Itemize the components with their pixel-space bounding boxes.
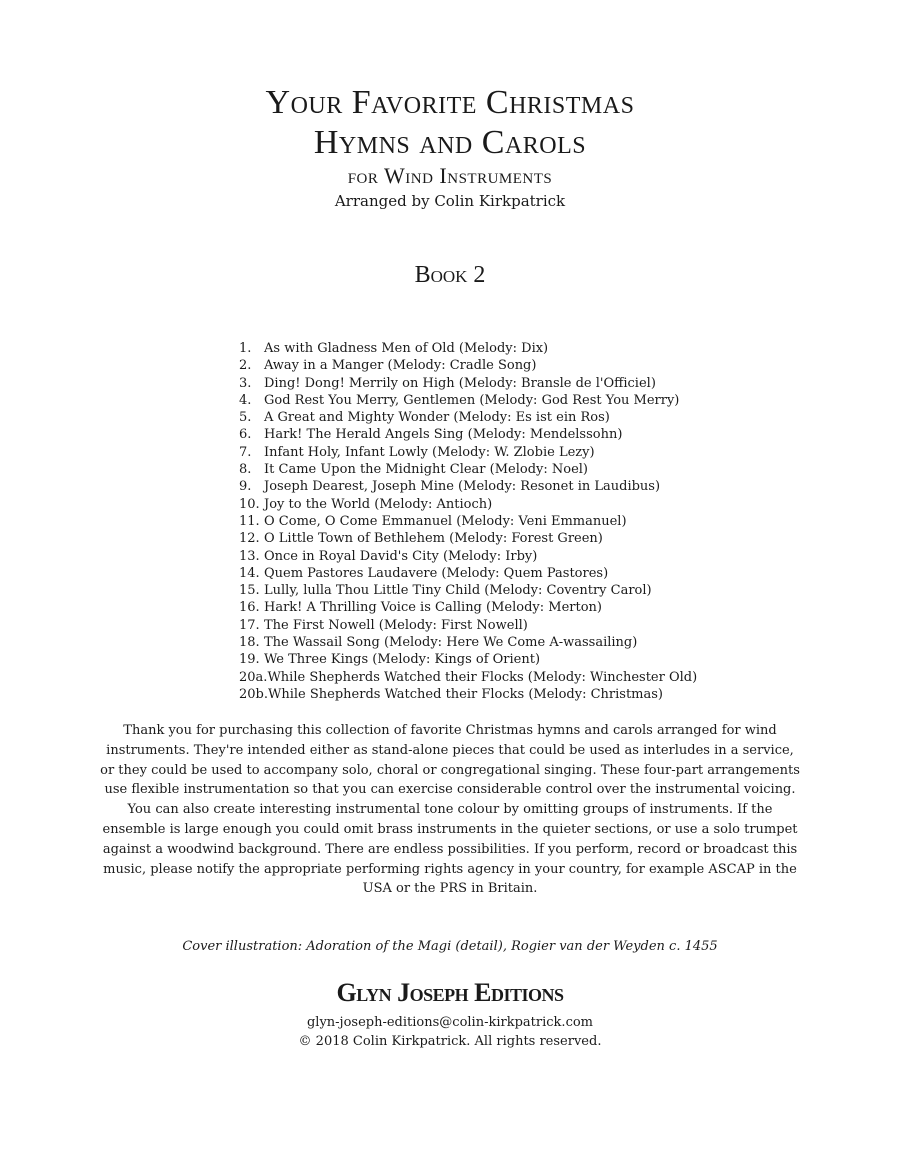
- contents-item-number: 10.: [239, 496, 260, 512]
- contents-item-title: The First Nowell (Melody: First Nowell): [264, 617, 528, 633]
- contents-item: [239, 478, 697, 495]
- contents-item-title: Quem Pastores Laudavere (Melody: Quem Pastores): [264, 565, 609, 581]
- contents-item-number: 19.: [239, 652, 260, 668]
- contents-item: [239, 426, 697, 443]
- contents-item-title: O Little Town of Bethlehem (Melody: Forest Green): [264, 531, 603, 547]
- contents-item-title: O Come, O Come Emmanuel (Melody: Veni Emmanuel): [264, 513, 627, 529]
- contents-item-title: Ding! Dong! Merrily on High (Melody: Bransle de l'Officiel): [264, 375, 656, 391]
- contents-item-title: Joy to the World (Melody: Antioch): [264, 496, 493, 512]
- intro-paragraph: Thank you for purchasing this collection of favorite Christmas hymns and carols arranged for wind instruments. They're intended either as stand-alone pieces that could be used as interludes in a service, or they could be used to accompany solo, choral or congregational singing. These four-part arrangements use flexible instrumentation so that you can exercise considerable control over the instrumental voicing. You can also create interesting instrumental tone colour by omitting groups of instruments. If the ensemble is large enough you could omit brass instruments in the quieter sections, or use a solo trumpet against a woodwind background. There are endless possibilities. If you perform, record or broadcast this music, please notify the appropriate performing rights agency in your country, for example ASCAP in the USA or the PRS in Britain.: [100, 723, 800, 897]
- contents-item: [239, 409, 697, 426]
- contents-item: [239, 617, 697, 634]
- title-line-2: Hymns and Carols: [313, 124, 587, 161]
- contents-item-number: 9.: [239, 479, 252, 495]
- contents-item-number: 4.: [239, 392, 252, 408]
- contents-list: [239, 340, 697, 703]
- contents-item: [239, 565, 697, 582]
- contents-item-number: 17.: [239, 617, 260, 633]
- contents-item: [239, 634, 697, 651]
- contents-item-title: A Great and Mighty Wonder (Melody: Es ist ein Ros): [264, 410, 610, 426]
- contents-item: [239, 651, 697, 668]
- contents-item-number: 12.: [239, 531, 260, 547]
- contents-item-title: We Three Kings (Melody: Kings of Orient): [264, 652, 541, 668]
- contents-item-number: 5.: [239, 410, 252, 426]
- title-line-1: Your Favorite Christmas: [265, 84, 635, 121]
- contents-item-title: It Came Upon the Midnight Clear (Melody: Noel): [264, 462, 589, 478]
- arranger-credit: Arranged by Colin Kirkpatrick: [334, 192, 566, 210]
- contents-item: [239, 375, 697, 392]
- contents-item-title: Joseph Dearest, Joseph Mine (Melody: Resonet in Laudibus): [264, 479, 661, 495]
- contents-item-title: Infant Holy, Infant Lowly (Melody: W. Zlobie Lezy): [264, 444, 595, 460]
- contents-item-number: 11.: [239, 513, 260, 529]
- contents-item-number: 3.: [239, 375, 252, 391]
- contents-item: [239, 340, 697, 357]
- contents-item: [239, 444, 697, 461]
- contents-item-title: While Shepherds Watched their Flocks (Melody: Christmas): [268, 686, 663, 702]
- contents-item-number: 7.: [239, 444, 252, 460]
- contents-item-title: As with Gladness Men of Old (Melody: Dix): [264, 341, 549, 356]
- contents-item-number: 15.: [239, 583, 260, 599]
- contents-item-number: 16.: [239, 600, 260, 616]
- contents-item-title: Hark! The Herald Angels Sing (Melody: Mendelssohn): [264, 427, 623, 443]
- contents-item: [239, 496, 697, 513]
- publisher-logo: Glyn Joseph Editions: [336, 978, 564, 1007]
- publisher-email: glyn-joseph-editions@colin-kirkpatrick.com: [306, 1015, 594, 1030]
- cover-credit: Cover illustration: Adoration of the Magi (detail), Rogier van der Weyden c. 1455: [182, 939, 718, 954]
- contents-item-title: Hark! A Thrilling Voice is Calling (Melody: Merton): [264, 600, 602, 616]
- contents-item: [239, 461, 697, 478]
- contents-item-number: 13.: [239, 548, 260, 564]
- book-number: Book 2: [414, 262, 486, 288]
- contents-item: [239, 582, 697, 599]
- contents-item-number: 20a.: [239, 669, 268, 685]
- contents-item: [239, 513, 697, 530]
- contents-item: [239, 530, 697, 547]
- contents-item-number: 1.: [239, 341, 252, 356]
- contents-item-title: God Rest You Merry, Gentlemen (Melody: God Rest You Merry): [264, 392, 680, 408]
- contents-item-number: 6.: [239, 427, 252, 443]
- contents-item: [239, 357, 697, 374]
- contents-item-number: 20b.: [239, 686, 268, 702]
- copyright-notice: © 2018 Colin Kirkpatrick. All rights reserved.: [298, 1034, 602, 1049]
- contents-item-number: 8.: [239, 462, 252, 478]
- contents-item-title: The Wassail Song (Melody: Here We Come A-wassailing): [264, 635, 638, 651]
- contents-item: [239, 669, 697, 686]
- contents-item: [239, 548, 697, 565]
- contents-item: [239, 686, 697, 703]
- contents-item-title: Away in a Manger (Melody: Cradle Song): [264, 358, 537, 374]
- contents-item: [239, 392, 697, 409]
- contents-item-title: Once in Royal David's City (Melody: Irby): [264, 548, 538, 564]
- contents-item: [239, 599, 697, 616]
- contents-item-title: While Shepherds Watched their Flocks (Melody: Winchester Old): [267, 669, 698, 685]
- contents-item-number: 2.: [239, 358, 252, 374]
- contents-item-number: 14.: [239, 565, 260, 581]
- contents-item-title: Lully, lulla Thou Little Tiny Child (Melody: Coventry Carol): [264, 583, 652, 599]
- contents-item-number: 18.: [239, 635, 260, 651]
- subtitle: for Wind Instruments: [347, 163, 553, 188]
